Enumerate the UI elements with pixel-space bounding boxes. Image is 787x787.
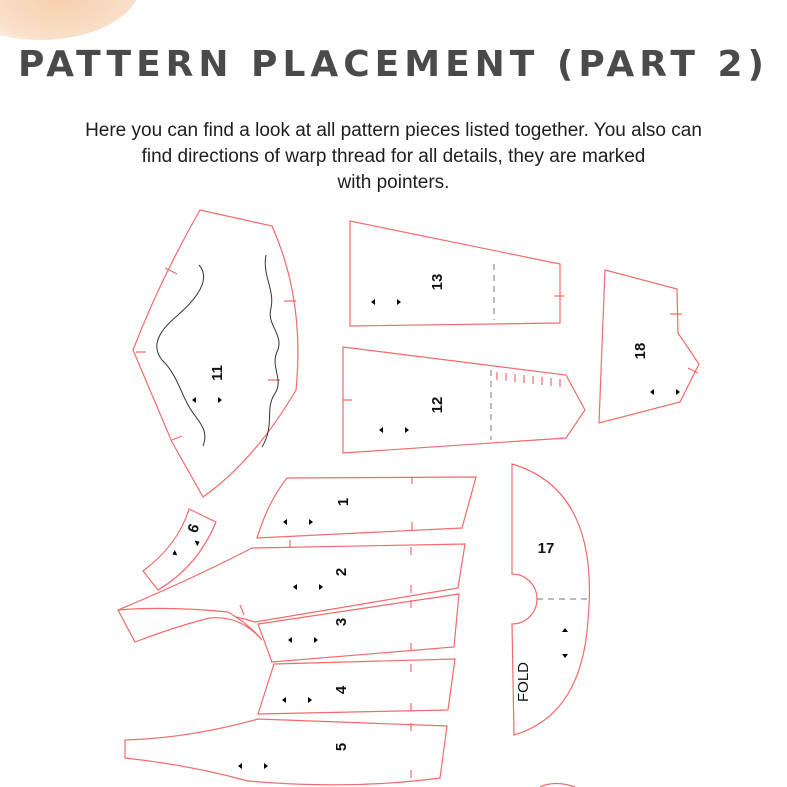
pattern-piece-partial	[540, 784, 575, 787]
fold-label: FOLD	[515, 661, 532, 703]
piece-number-17: 17	[537, 540, 555, 557]
piece-number-1: 1	[335, 497, 352, 507]
pattern-piece-13	[350, 221, 564, 326]
pattern-piece-11	[133, 210, 298, 497]
piece-number-13: 13	[429, 273, 446, 291]
intro-line-3: with pointers.	[337, 172, 450, 193]
piece-number-12: 12	[429, 396, 446, 414]
page-title: PATTERN PLACEMENT (PART 2)	[18, 44, 769, 85]
intro-line-1: Here you can find a look at all pattern pieces listed together. You also can	[85, 120, 702, 141]
piece-number-18: 18	[632, 342, 649, 360]
piece-number-2: 2	[333, 567, 350, 577]
pattern-piece-12	[343, 347, 585, 453]
pattern-piece-18	[599, 270, 699, 423]
pattern-piece-17	[512, 464, 590, 735]
piece-number-4: 4	[333, 685, 350, 695]
pattern-piece-4	[258, 659, 455, 714]
pattern-piece-1	[257, 477, 476, 538]
pattern-piece-5	[125, 719, 447, 785]
piece-number-3: 3	[333, 617, 350, 627]
piece-number-6: 6	[184, 521, 204, 536]
intro-line-2: find directions of warp thread for all details, they are marked	[141, 146, 646, 167]
piece-number-5: 5	[333, 742, 350, 752]
piece-number-11: 11	[209, 365, 226, 381]
